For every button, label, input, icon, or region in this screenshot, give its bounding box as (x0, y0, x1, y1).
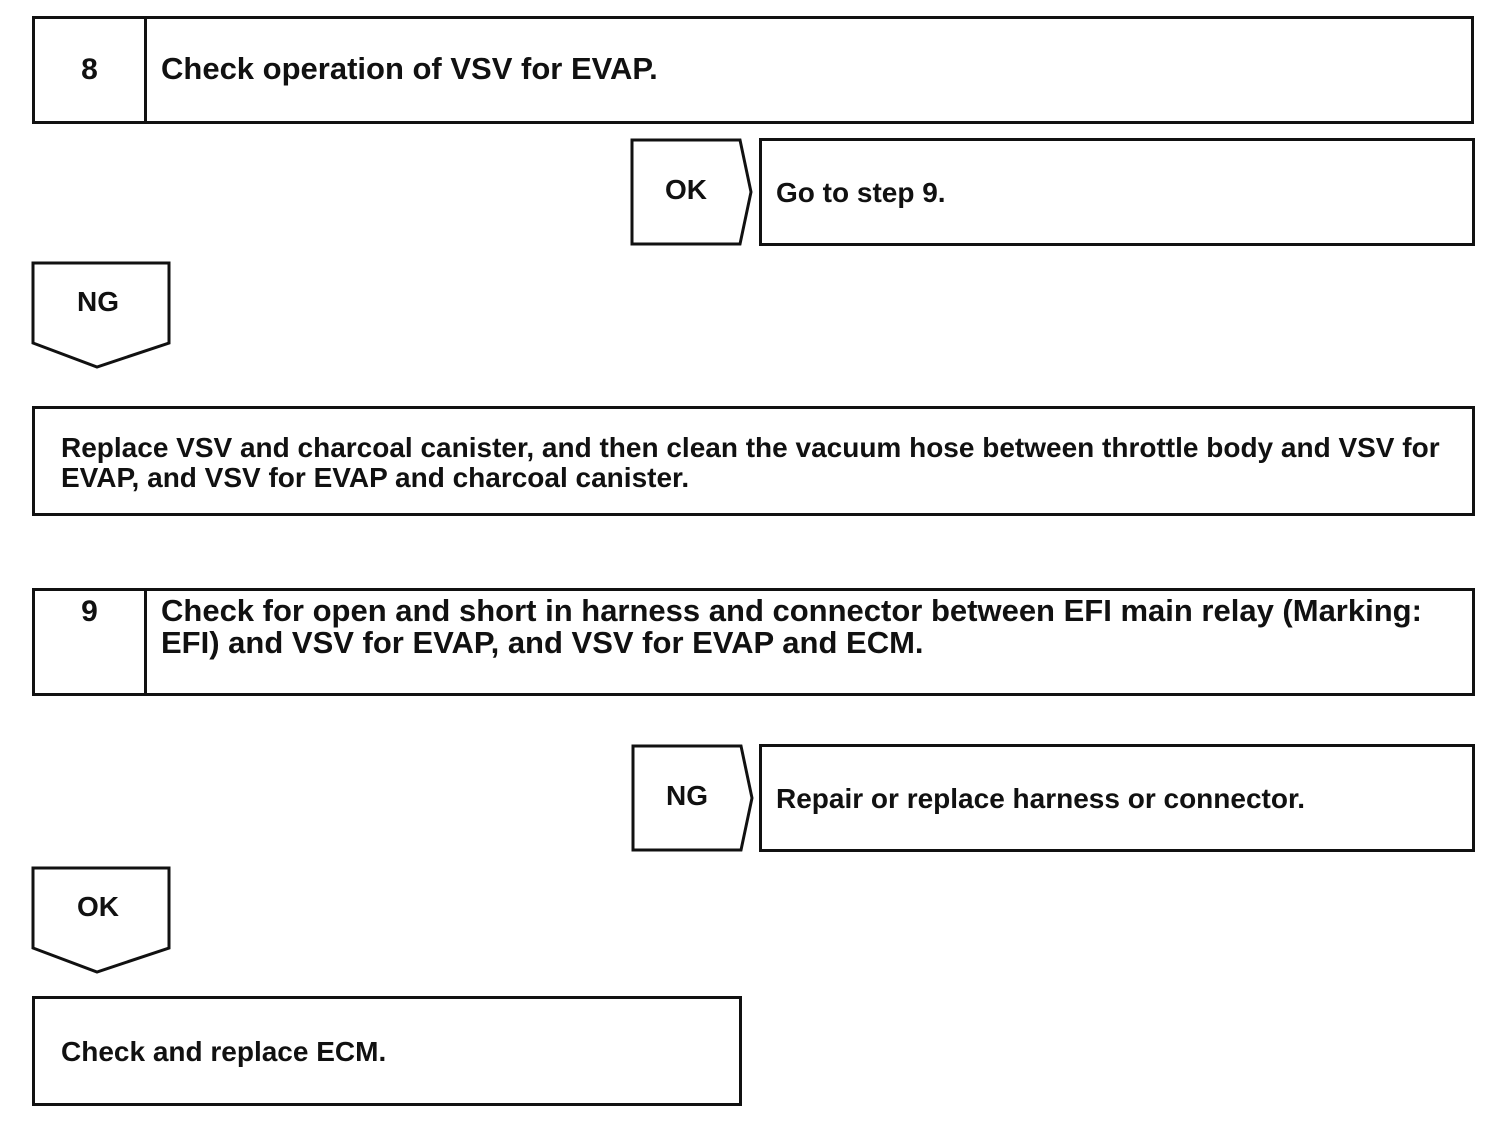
step-9-ng-result-box (759, 744, 1475, 852)
step-8-title: Check operation of VSV for EVAP. (161, 51, 658, 86)
step-8-box (32, 16, 1474, 124)
step-9-ng-result-text: Repair or replace harness or connector. (776, 783, 1306, 814)
step-8-ok-result-box (759, 138, 1475, 246)
step-9-ok-action-box (32, 996, 742, 1106)
step-9-ok-label: OK (77, 891, 119, 922)
step-8-number: 8 (35, 19, 147, 121)
step-8-ng-label: NG (77, 286, 119, 317)
step-9-ok-action-text: Check and replace ECM. (61, 1036, 387, 1067)
step-8-ng-action-box (32, 406, 1475, 516)
step-8-ng-action-text: Replace VSV and charcoal canister, and then clean the vacuum hose between throttle body and VSV for EVAP, and VSV for EVAP and charcoal canister. (61, 432, 1440, 493)
step-8-ok-result-text: Go to step 9. (776, 177, 946, 208)
step-9-ng-label: NG (666, 780, 708, 811)
step-8-ok-label: OK (665, 174, 707, 205)
step-9-number: 9 (35, 591, 147, 693)
step-9-box (32, 588, 1475, 696)
step-9-title: Check for open and short in harness and connector between EFI main relay (Marking: EFI) and VSV for EVAP, and VSV for EVAP and ECM. (161, 593, 1422, 660)
